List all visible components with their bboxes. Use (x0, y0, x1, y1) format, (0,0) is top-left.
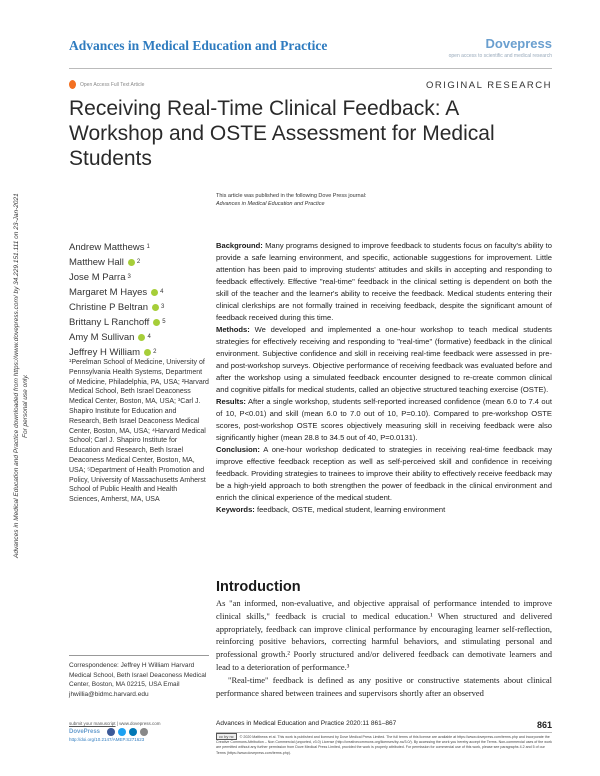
dovepress-logo[interactable]: Dovepress (485, 36, 552, 51)
conclusion-text: A one-hour workshop dedicated to strategies in receiving real-time feedback may improve effective feedback reception as well as self-perceived skill and confidence in receiving feedback. Providing strategies to trainees to improve their ability to effectively receive feedback may be a high-yield approach to both strengthen the power of feedback in the clinical environment and enrich the clinical experience of the medical student. (216, 445, 552, 502)
author-affiliation-number: 3 (127, 274, 131, 280)
background-label: Background: (216, 241, 263, 250)
author-affiliation-number: 2 (136, 259, 141, 265)
facebook-icon[interactable] (107, 728, 115, 736)
publication-note-journal: Advances in Medical Education and Practice (216, 201, 325, 207)
article-type: ORIGINAL RESEARCH (426, 80, 552, 91)
publication-note-line: This article was published in the following Dove Press journal: (216, 193, 367, 199)
footer-citation-bar (216, 720, 552, 733)
background-text: Many programs designed to improve feedback to students focus on faculty's ability to provide a safe learning environment, and specific, actionable suggestions for improvement. Little attention has been paid to improving students' attitudes and skills in accepting and responding to feedback effectively. Effective "real-time" feedback in the clinical setting is dependent on both the skill of the teacher and the learner's ability to receive the feedback. Medical students entering their clinical clerkships are not formally trained in receiving feedback, despite the significant amount of feedback received during this time. (216, 241, 552, 322)
author-affiliation-number: 1 (146, 244, 150, 250)
orcid-icon[interactable] (138, 334, 145, 341)
correspondence: Correspondence: Jeffrey H William Harvard Medical School, Beth Israel Deaconess Medical Center, Boston, MA 02215, USA Email jhwillia@bidmc.harvard.edu (69, 662, 207, 698)
author-name: Christine P Beltran (69, 302, 149, 313)
author-name: Matthew Hall (69, 257, 124, 268)
open-access-label (69, 80, 144, 89)
abstract-background (216, 240, 552, 324)
download-note: Advances in Medical Education and Practice downloaded from https://www.dovepress.com/ by 34.229.151.111 on 23-Jan-2021 (13, 193, 20, 558)
intro-paragraph-2: "Real-time" feedback is defined as any positive or constructive statements about clinical performance shared between trainees and supervisors shortly after an observed (216, 674, 552, 698)
email-icon[interactable] (140, 728, 148, 736)
submit-link[interactable]: submit your manuscript (69, 721, 116, 726)
results-label: Results: (216, 397, 246, 406)
twitter-icon[interactable] (118, 728, 126, 736)
author-6 (69, 315, 209, 330)
author-name: Amy M Sullivan (69, 332, 135, 343)
orcid-icon[interactable] (128, 259, 135, 266)
abstract-results (216, 396, 552, 444)
journal-title: Advances in Medical Education and Practice (69, 38, 328, 53)
site-link[interactable]: www.dovepress.com (119, 721, 161, 726)
article-title: Receiving Real-Time Clinical Feedback: A Workshop and OSTE Assessment for Medical Students (69, 97, 495, 170)
author-2 (69, 255, 209, 270)
open-access-icon (69, 80, 76, 89)
author-name: Margaret M Hayes (69, 287, 148, 298)
orcid-icon[interactable] (144, 349, 151, 356)
footer-left: submit your manuscript | www.dovepress.com DovePress http://doi.org/10.2147/AMEP.S271623 (69, 721, 161, 743)
author-affiliation-number: 3 (161, 304, 165, 310)
download-sidebar (2, 118, 42, 558)
author-3 (69, 270, 209, 285)
introduction-heading: Introduction (216, 579, 301, 595)
page-number: 861 (536, 720, 552, 730)
orcid-icon[interactable] (153, 319, 160, 326)
abstract-keywords (216, 504, 552, 516)
keywords-label: Keywords: (216, 505, 255, 514)
license-body: © 2020 Matthews et al. This work is published and licensed by Dove Medical Press Limited. The full terms of this license are available at https://www.dovepress.com/terms.php and incorporate the Creative Commons Attribution – Non Commercial (unported, v3.0) License (http://creativecommons.org/licenses/by-nc/3.0/). By accessing the work you hereby accept the Terms. Non-commercial uses of the work are permitted without any further permission from Dove Medical Press Limited, provided the work is properly attributed. For permission for commercial use of this work, please see paragraphs 4.2 and 5 of our Terms (https://www.dovepress.com/terms.php). (216, 735, 552, 755)
author-name: Andrew Matthews (69, 242, 145, 253)
abstract-conclusion (216, 444, 552, 504)
methods-text: We developed and implemented a one-hour workshop to teach medical students strategies for effectively receiving and responding to "real-time" (formative) feedback in the clinical environment. Subjective confidence and skill in receiving real-time feedback were assessed in pre- and post-workshop surveys. Objective performance of receiving feedback was evaluated before and after the workshop using a simulated feedback encounter designed to re-create common clinical and cognitive pitfalls for medical students, called an objective structured teaching exercise (OSTE). (216, 325, 552, 394)
dovepress-footer-logo[interactable]: DovePress (69, 729, 101, 736)
doi-link[interactable]: http://doi.org/10.2147/AMEP.S271623 (69, 737, 145, 743)
brand-tagline: open access to scientific and medical research (448, 53, 552, 59)
open-access-text: Open Access Full Text Article (80, 81, 145, 88)
author-name: Jose M Parra (69, 272, 126, 283)
author-7 (69, 330, 209, 345)
abstract (216, 240, 552, 516)
intro-paragraph-1: As "an informed, non-evaluative, and objective appraisal of performance intended to improve clinical skills," feedback is crucial to medical education.¹ When structured and delivered appropriately, feedback can improve clinical performance by encouraging learner self-reflection, reinforcing positive behaviors, correcting harmful behaviors, and stimulating personal and professional growth.² Poorly structured and/or delivered feedback can demotivate learners and lead to a deterioration of performance.³ (216, 598, 552, 672)
cc-license-icon[interactable]: cc by nc (216, 733, 237, 740)
introduction-body (216, 597, 552, 699)
abstract-methods (216, 324, 552, 396)
license-text (216, 733, 552, 756)
author-affiliation-number: 2 (153, 349, 157, 355)
conclusion-label: Conclusion: (216, 445, 260, 454)
author-affiliation-number: 4 (160, 289, 164, 295)
orcid-icon[interactable] (151, 289, 158, 296)
social-links (107, 728, 148, 736)
correspondence-divider (69, 655, 209, 656)
affiliations: ¹Perelman School of Medicine, University of Pennsylvania Health Systems, Department of Medicine, Philadelphia, PA, USA; ²Harvard Medical School, Beth Israel Deaconess Medical Center, Boston, MA, USA; ³Carl J. Shapiro Institute for Education and Research, Beth Israel Deaconess Medical Center, Boston, MA, USA; ⁴Harvard Medical School; Carl J. Shapiro Institute for Education and Research, Beth Israel Deaconess Medical Center, Boston, MA, USA; ⁵Department of Health Promotion and Policy, University of Massachusetts Amherst School of Public Health and Health Sciences, Amherst, MA, USA (69, 359, 209, 504)
keywords-text: feedback, OSTE, medical student, learning environment (256, 505, 446, 514)
author-affiliation-number: 5 (162, 319, 166, 325)
author-affiliation-number: 4 (147, 334, 151, 340)
author-name: Brittany L Ranchoff (69, 317, 150, 328)
author-1 (69, 240, 209, 255)
linkedin-icon[interactable] (129, 728, 137, 736)
results-text: After a single workshop, students self-reported increased confidence (mean 6.0 to 7.4 out of 10, P<0.01) and skill (mean 6.0 to 7.0 out of 10, P=0.10). Compared to pre-workshop OSTE scores, post-workshop OSTE scores objectively measuring skill in receiving feedback were also significantly higher (mean 28.8 to 34.5 out of 40, P=0.0131). (216, 397, 552, 442)
author-list (69, 240, 209, 360)
methods-label: Methods: (216, 325, 250, 334)
publication-note (216, 192, 366, 208)
author-5 (69, 300, 209, 315)
citation: Advances in Medical Education and Practice 2020:11 861–867 (216, 720, 397, 727)
author-4 (69, 285, 209, 300)
personal-use-note: For personal use only. (22, 374, 29, 438)
header-divider (69, 68, 552, 69)
orcid-icon[interactable] (152, 304, 159, 311)
author-name: Jeffrey H William (69, 347, 141, 358)
